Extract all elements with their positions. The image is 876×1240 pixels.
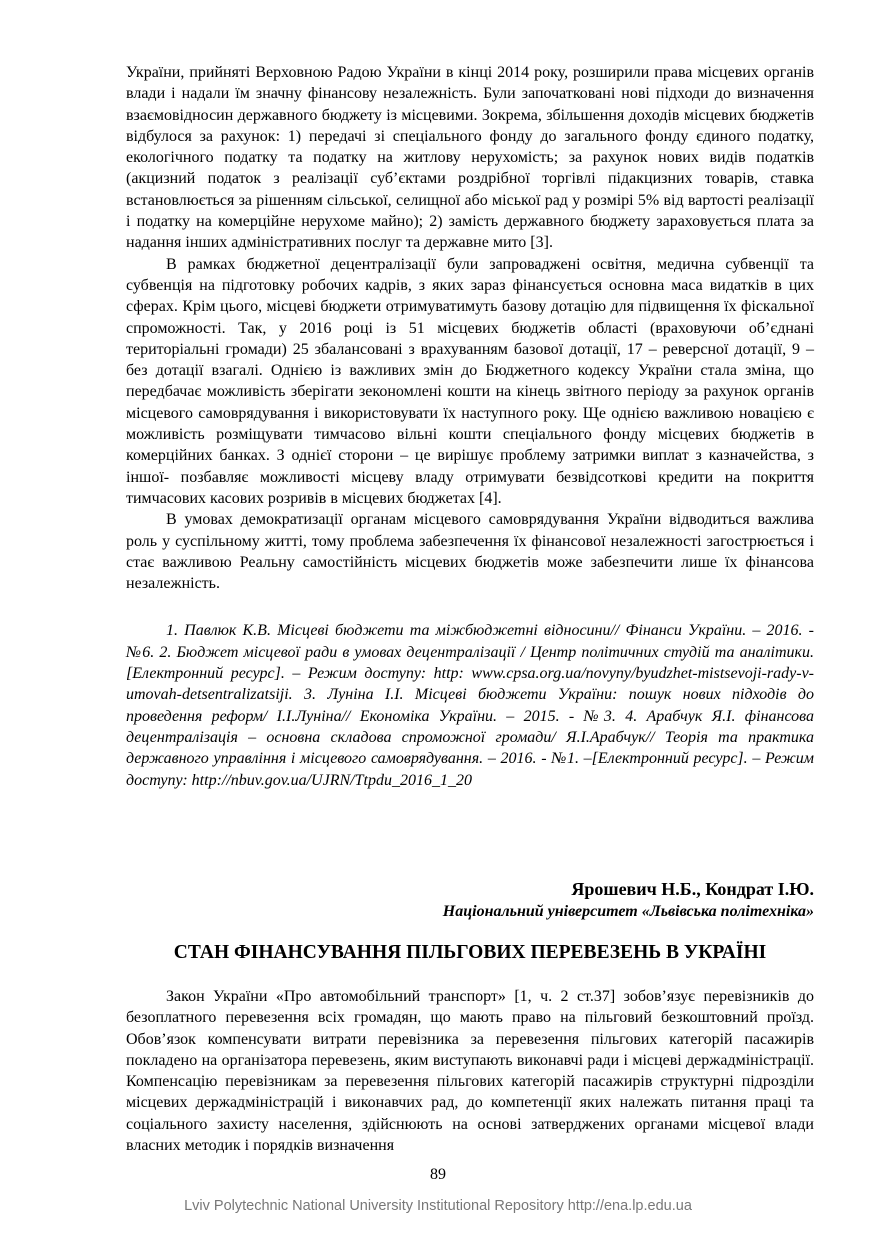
repository-footer: Lviv Polytechnic National University Institutional Repository http://ena.lp.edu.ua	[184, 1198, 692, 1214]
paragraph-decentralization: В рамках бюджетної децентралізації були запроваджені освітня, медична субвенції та субвенція на підготовку робочих кадрів, з яких зараз фінансується основна маса видатків в цих сферах. Крім цього, місцеві бюджети отримуватимуть базову дотацію для підвищення їх фіскальної спроможності. Так, у 2016 році із 51 місцевих бюджетів області (враховуючи об’єднані територіальні громади) 25 збалансовані з врахуванням базової дотації, 17 – реверсної дотації, 9 – без дотації взагалі. Однією із важливих змін до Бюджетного кодексу України стала зміна, що передбачає можливість зберігати зекономлені кошти на кінець звітного періоду за рахунок органів місцевого самоврядування і використовувати їх наступного року. Ще однією важливою новацією є можливість розміщувати тимчасово вільні кошти спеціального фонду місцевих бюджетів в комерційних банках. З однієї сторони – це вирішує проблему затримки виплат з казначейства, з іншої- позбавляє можливості місцеву владу отримувати безвідсоткові кредити на покриття тимчасових касових розривів в місцевих бюджетах [4].	[126, 255, 814, 507]
previous-article-body	[126, 62, 814, 791]
author-affiliation: Національний університет «Львівська політехніка»	[442, 903, 814, 920]
article-title: СТАН ФІНАНСУВАННЯ ПІЛЬГОВИХ ПЕРЕВЕЗЕНЬ В УКРАЇНІ	[173, 942, 767, 963]
paragraph-conclusion: В умовах демократизації органам місцевого самоврядування України відводиться важлива роль у суспільному житті, тому проблема забезпечення їх фінансової незалежності загострюється і стає важливою Реальну самостійність місцевих бюджетів може забезпечити лише їх фінансова незалежність.	[126, 511, 814, 593]
article-first-paragraph: Закон України «Про автомобільний транспорт» [1, ч. 2 ст.37] зобов’язує перевізників до безоплатного перевезення всіх громадян, що мають право на пільговий безкоштовний проїзд. Обов’язок компенсувати витрати перевізника за перевезення пільгових категорій пасажирів покладено на організатора перевезень, яким виступають виконавчі ради і місцеві держадміністрації. Компенсацію перевізникам за перевезення пільгових категорій пасажирів структурні підрозділи місцевих держадміністрацій і виконавчих рад, до компетенції яких належать питання праці та соціального захисту населення, здійснюють на основі затверджених органами місцевої влади власних методик і порядків визначення	[126, 988, 814, 1155]
author-names: Ярошевич Н.Б., Кондрат І.Ю.	[571, 879, 814, 899]
paragraph-continued: України, прийняті Верховною Радою України в кінці 2014 року, розширили права місцевих органів влади і надали їм значну фінансову незалежність. Були започатковані нові підходи до визначення взаємовідносин державного бюджету із місцевими. Зокрема, збільшення доходів місцевих бюджетів відбулося за рахунок: 1) передачі зі спеціального фонду до загального фонду єдиного податку, екологічного податку та податку на житлову нерухомість; за рахунок нових видів податків (акцизний податок з реалізації суб’єктами роздрібної торгівлі підакцизних товарів, ставка встановлюється за рішенням сільської, селищної або міської рад у розмірі 5% від вартості реалізації і податку на комерційне нерухоме майно); 2) замість державного бюджету зараховується плата за надання інших адміністративних послуг та державне мито [3].	[126, 64, 814, 252]
page-number: 89	[430, 1166, 446, 1183]
references-list: 1. Павлюк К.В. Місцеві бюджети та міжбюджетні відносини// Фінанси України. – 2016. - №6. 2. Бюджет місцевої ради в умовах децентралізації / Центр політичних студій та аналітики. [Електронний ресурс]. – Режим доступу: http: www.cpsa.org.ua/novyny/byudzhet-mistsevoji-rady-v-umovah-detsentralizatsiji. 3. Луніна І.І. Місцеві бюджети України: пошук нових підходів до проведення реформ/ І.І.Луніна// Економіка України. – 2015. - №3. 4. Арабчук Я.І. фінансова децентралізація – основна складова спроможної громади/ Я.І.Арабчук// Теорія та практика державного управління і місцевого самоврядування. – 2016. - №1. –[Електронний ресурс]. – Режим доступу: http://nbuv.gov.ua/UJRN/Ttpdu_2016_1_20	[126, 622, 814, 789]
author-block	[443, 877, 814, 923]
article-body	[126, 986, 814, 1156]
